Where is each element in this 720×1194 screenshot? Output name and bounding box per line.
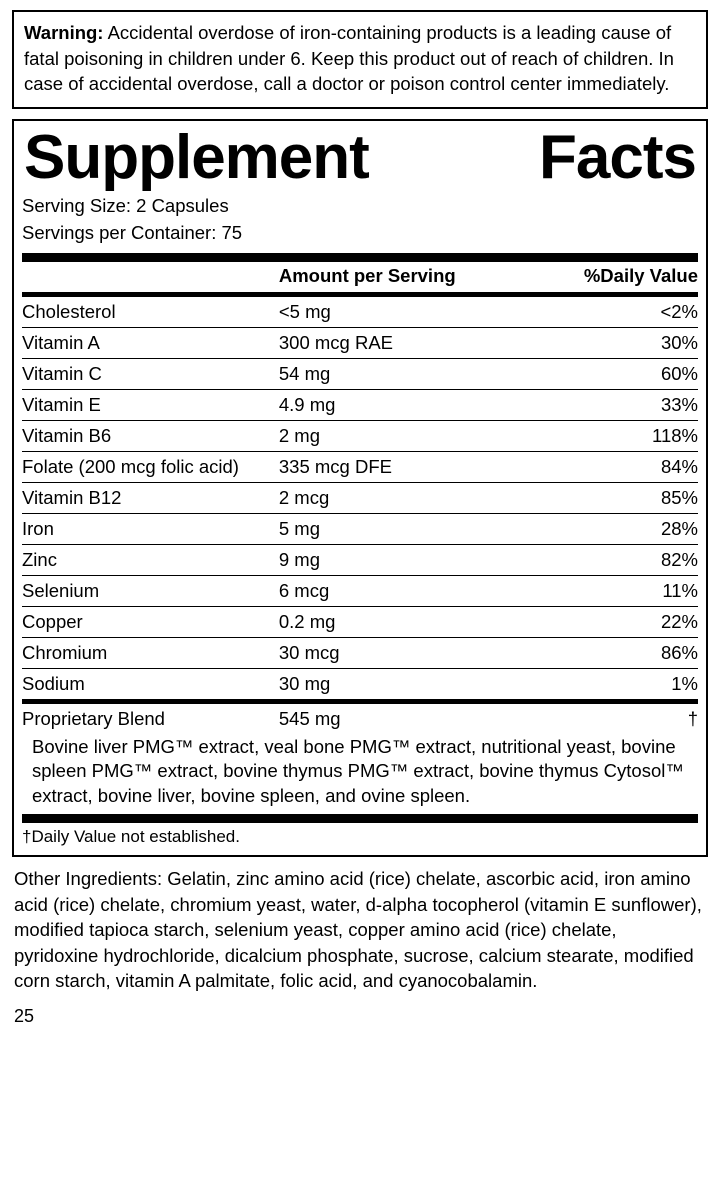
table-row xyxy=(22,575,698,606)
table-row xyxy=(22,389,698,420)
rule-above-headers xyxy=(22,253,698,262)
nutrient-dv: 84% xyxy=(536,451,698,482)
nutrient-dv: 82% xyxy=(536,544,698,575)
nutrient-dv: 118% xyxy=(536,420,698,451)
nutrient-name: Sodium xyxy=(22,668,279,699)
nutrient-amount: <5 mg xyxy=(278,300,331,322)
blend-name: Proprietary Blend xyxy=(22,707,165,729)
nutrient-name: Vitamin B12 xyxy=(22,482,279,513)
table-row xyxy=(22,327,698,358)
nutrition-table xyxy=(22,262,698,292)
warning-text: Accidental overdose of iron-containing products is a leading cause of fatal poisoning in children under 6. Keep this product out of reach of children. In case of accidental overdose, call a doctor or poison control center immediately. xyxy=(24,22,674,95)
nutrient-name: Cholesterol xyxy=(22,300,116,322)
warning-label: Warning: xyxy=(24,22,104,43)
nutrient-name: Zinc xyxy=(22,544,279,575)
nutrient-dv: 1% xyxy=(536,668,698,699)
header-nutrient xyxy=(22,262,279,292)
table-row xyxy=(22,451,698,482)
nutrient-amount: 30 mcg xyxy=(279,637,536,668)
nutrient-dv: <2% xyxy=(660,300,698,322)
header-daily-value: %Daily Value xyxy=(583,264,698,286)
table-row xyxy=(22,544,698,575)
nutrient-amount: 5 mg xyxy=(279,513,536,544)
table-row xyxy=(22,482,698,513)
nutrient-name: Selenium xyxy=(22,575,279,606)
table-row xyxy=(22,668,698,699)
nutrient-name: Copper xyxy=(22,606,279,637)
other-ingredients: Other Ingredients: Gelatin, zinc amino acid (rice) chelate, ascorbic acid, iron amino acid (rice) chelate, chromium yeast, water, d-alpha tocopherol (vitamin E sunflower), modified tapioca starch, selenium yeast, copper amino acid (rice) chelate, pyridoxine hydrochloride, dicalcium phosphate, sucrose, calcium stearate, modified corn starch, vitamin A palmitate, folic acid, and cyanocobalamin. xyxy=(14,868,702,992)
panel-title xyxy=(22,123,698,191)
nutrient-amount: 6 mcg xyxy=(279,575,536,606)
panel-title-word-facts: Facts xyxy=(539,122,696,192)
nutrient-name: Folate (200 mcg folic acid) xyxy=(22,451,279,482)
proprietary-blend-table xyxy=(22,704,698,734)
nutrient-amount: 300 mcg RAE xyxy=(279,327,536,358)
nutrient-amount: 30 mg xyxy=(279,668,536,699)
blend-row xyxy=(22,704,698,734)
daily-value-note: †Daily Value not established. xyxy=(22,827,240,847)
servings-per-container: Servings per Container: 75 xyxy=(22,221,243,243)
table-header-row xyxy=(22,262,698,292)
nutrient-dv: 28% xyxy=(536,513,698,544)
nutrient-amount: 2 mcg xyxy=(279,482,536,513)
nutrient-name: Vitamin C xyxy=(22,358,279,389)
nutrient-dv: 33% xyxy=(536,389,698,420)
panel-title-word-supplement: Supplement xyxy=(24,122,369,192)
blend-amount: 545 mg xyxy=(278,707,341,729)
nutrient-dv: 86% xyxy=(536,637,698,668)
nutrient-dv: 85% xyxy=(536,482,698,513)
table-row xyxy=(22,420,698,451)
nutrient-name: Vitamin A xyxy=(22,327,279,358)
nutrient-dv: 30% xyxy=(536,327,698,358)
rule-below-blend xyxy=(22,814,698,823)
nutrient-dv: 11% xyxy=(536,575,698,606)
nutrient-name: Iron xyxy=(22,513,279,544)
nutrient-amount: 0.2 mg xyxy=(279,606,536,637)
nutrient-dv: 22% xyxy=(536,606,698,637)
serving-size: Serving Size: 2 Capsules xyxy=(22,194,229,216)
table-row xyxy=(22,606,698,637)
header-amount-per-serving: Amount per Serving xyxy=(278,264,456,286)
nutrient-name: Vitamin E xyxy=(22,389,279,420)
nutrient-amount: 9 mg xyxy=(279,544,536,575)
table-row xyxy=(22,297,698,328)
nutrient-amount: 54 mg xyxy=(279,358,536,389)
table-row xyxy=(22,513,698,544)
table-row xyxy=(22,637,698,668)
nutrient-amount: 4.9 mg xyxy=(279,389,536,420)
blend-description: Bovine liver PMG™ extract, veal bone PMG™ extract, nutritional yeast, bovine spleen PMG™ extract, bovine thymus PMG™ extract, bovine thymus Cytosol™ extract, bovine liver, bovine spleen, and ovine spleen. xyxy=(32,735,684,806)
page-number: 25 xyxy=(14,1006,35,1026)
nutrient-rows xyxy=(22,297,698,699)
table-row xyxy=(22,358,698,389)
nutrient-name: Vitamin B6 xyxy=(22,420,279,451)
nutrient-name: Chromium xyxy=(22,637,279,668)
supplement-facts-panel xyxy=(12,119,708,858)
nutrient-amount: 2 mg xyxy=(279,420,536,451)
nutrient-amount: 335 mcg DFE xyxy=(279,451,536,482)
blend-dv: † xyxy=(687,707,698,729)
warning-box xyxy=(12,10,708,109)
nutrient-dv: 60% xyxy=(536,358,698,389)
